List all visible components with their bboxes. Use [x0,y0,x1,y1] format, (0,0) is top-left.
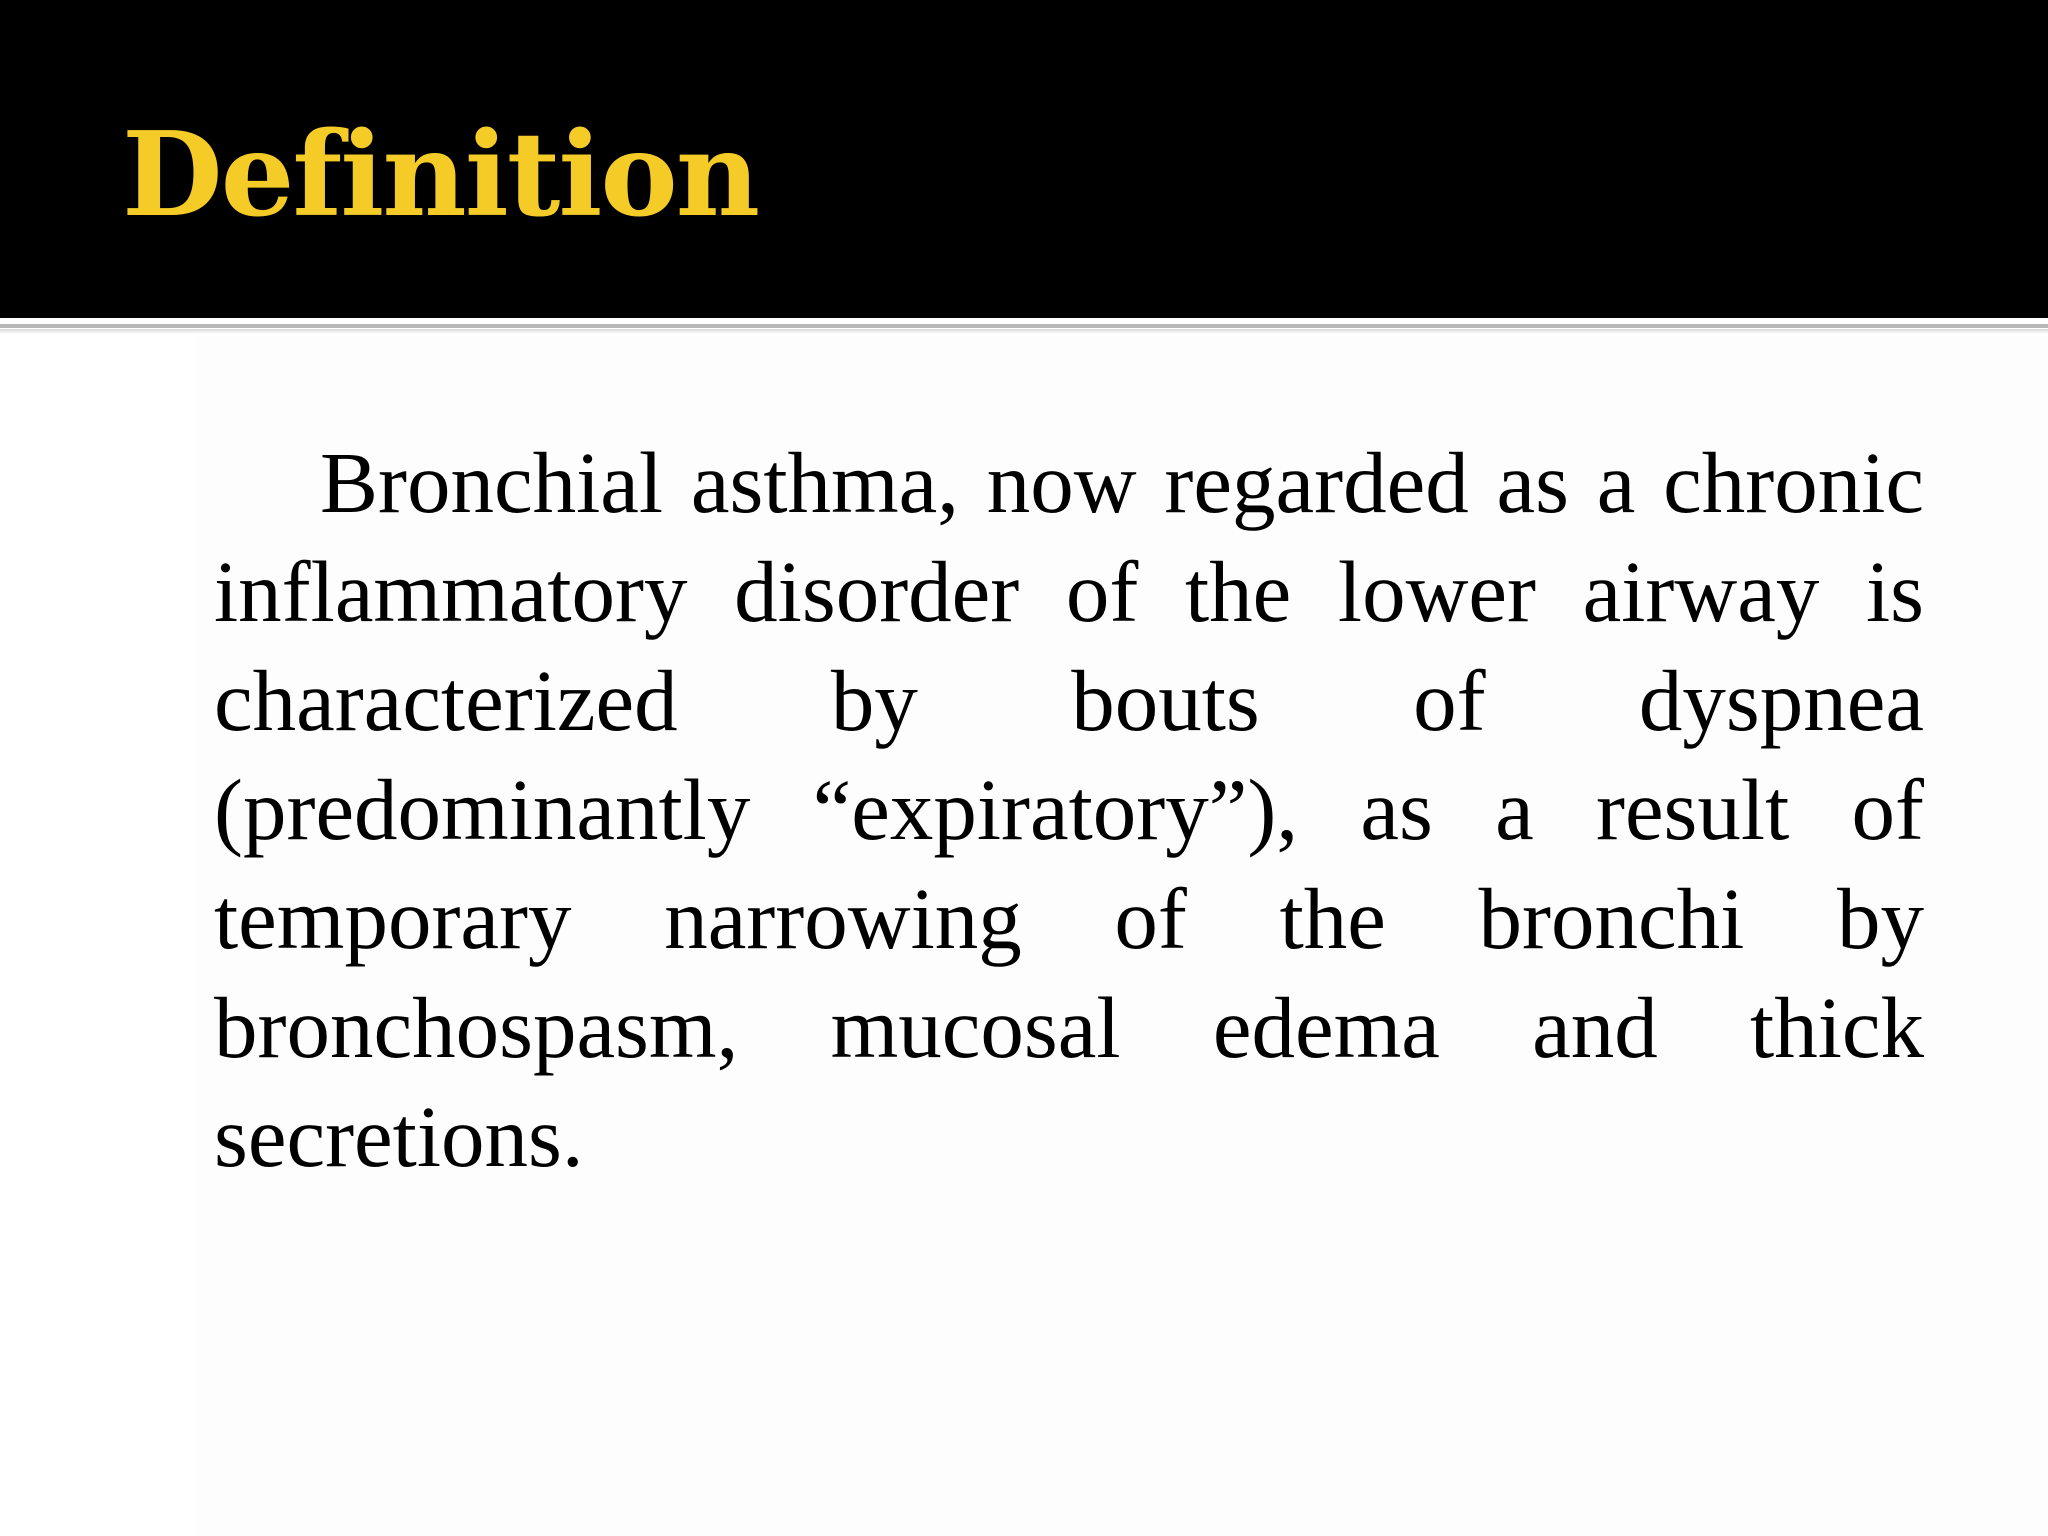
header-divider-shadow [0,329,2048,334]
slide-title: Definition [122,107,759,243]
header-divider-line [0,324,2048,328]
slide-body-text: Bronchial asthma, now regarded as a chronic inflammatory disorder of the lower airway is characterized by bouts of dyspnea (predominantly “expiratory”), as a result of temporary narrowing of the bronchi by bronchospasm, mucosal edema and thick secretions. [214,434,1924,1185]
slide-header-bar [0,0,2048,318]
